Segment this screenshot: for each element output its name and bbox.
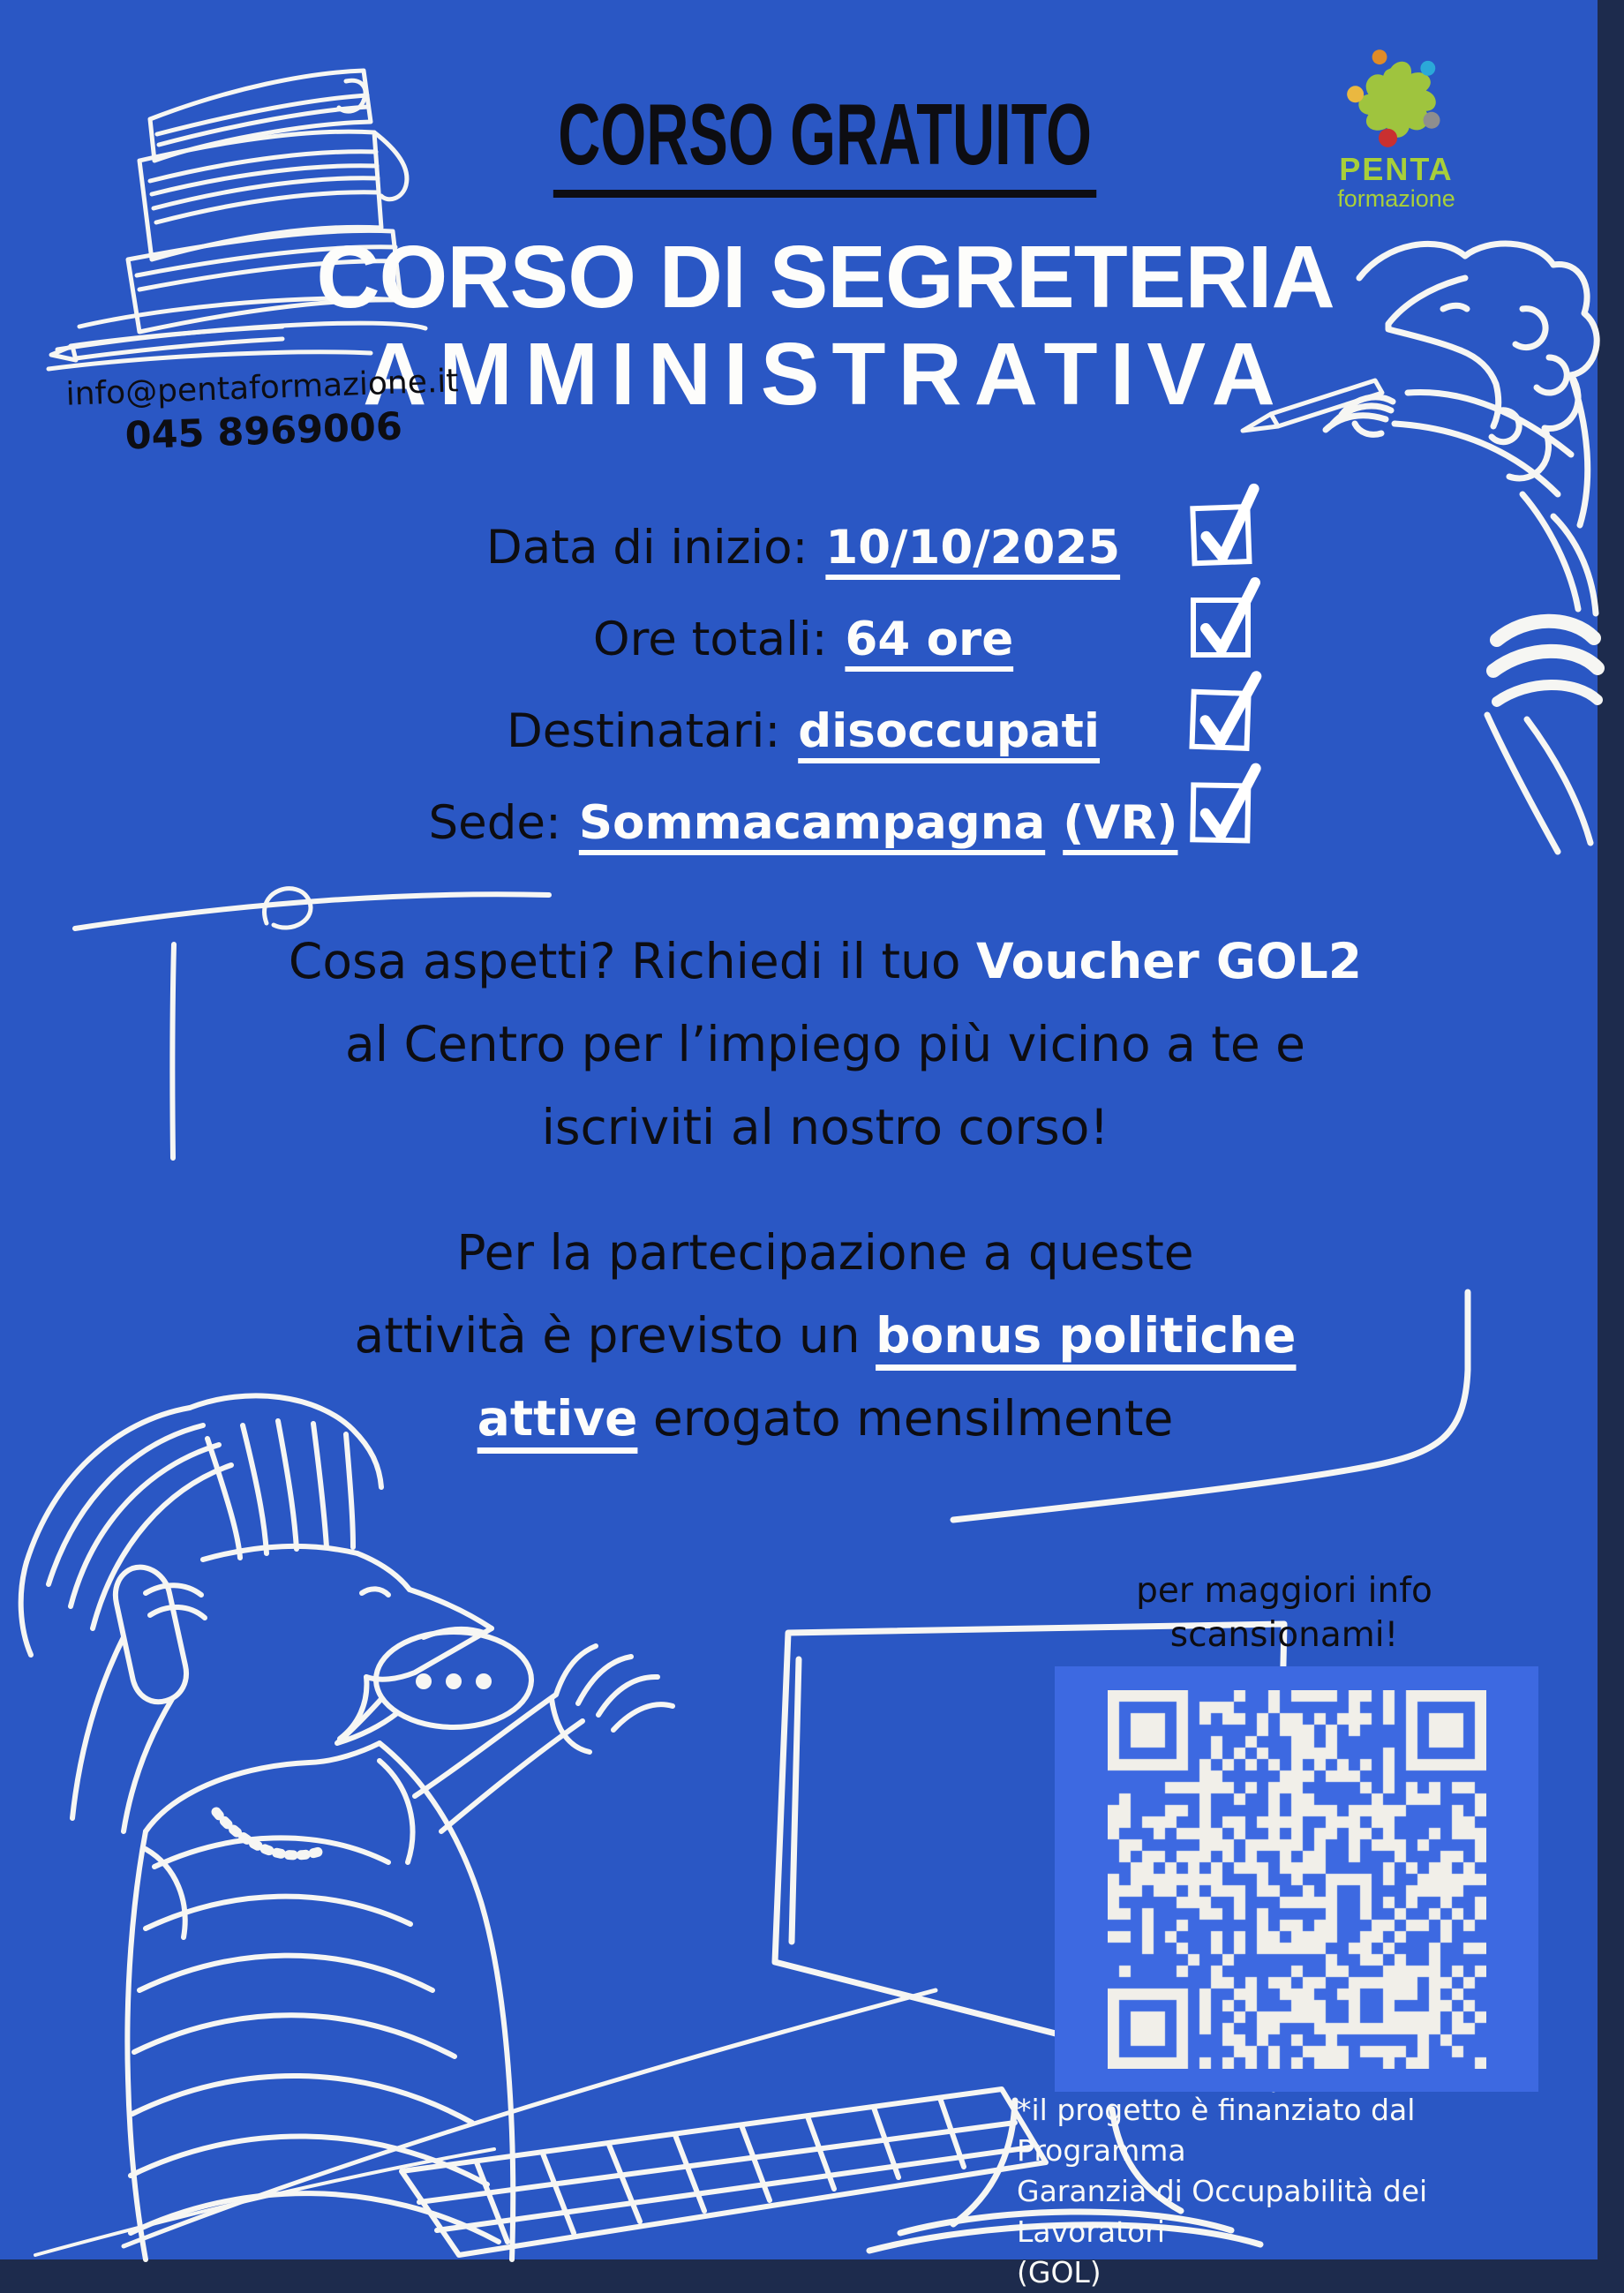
footnote-line3: (GOL) [1017, 2255, 1101, 2289]
bonus-highlight-2: attive [477, 1390, 638, 1447]
logo-dot-gray [1424, 112, 1440, 129]
logo-subtitle-text: formazione [1337, 185, 1455, 212]
bonus-line1: Per la partecipazione a queste [456, 1224, 1194, 1281]
page-title-line1: CORSO DI SEGRETERIA [316, 228, 1335, 327]
checkbox-checked-icon [1187, 758, 1263, 846]
logo-dot-orange [1372, 49, 1387, 64]
footnote [1017, 2090, 1582, 2293]
checkbox-checked-icon [1188, 574, 1262, 660]
checkbox-checked-icon [1186, 480, 1263, 569]
logo-dot-red [1379, 129, 1397, 147]
bonus-line3 [97, 1377, 1553, 1460]
cta-voucher-highlight: Voucher GOL2 [976, 933, 1363, 989]
cta-line1-text: Cosa aspetti? Richiedi il tuo [288, 933, 961, 989]
cta-paragraph [97, 920, 1553, 1169]
cta-line2: al Centro per l’impiego più vicino a te e [345, 1016, 1305, 1072]
footnote-line2: Garanzia di Occupabilità dei Lavoratori [1017, 2174, 1428, 2249]
page-title-line2: AMMINISTRATIVA [363, 325, 1288, 424]
logo-brand-text: PENTA [1339, 151, 1454, 187]
bonus-paragraph [97, 1211, 1553, 1460]
detail-label: Data di inizio: [485, 520, 808, 575]
detail-value: 10/10/2025 [825, 520, 1121, 575]
checkbox-checked-icon [1186, 665, 1263, 755]
contact-block [41, 361, 485, 462]
qr-caption-line2: scansionami! [1169, 1615, 1399, 1655]
detail-row-recipients [274, 685, 1333, 777]
detail-value-suffix: (VR) [1063, 795, 1178, 850]
qr-caption-line1: per maggiori info [1136, 1571, 1432, 1611]
course-details [274, 501, 1333, 868]
detail-value: disoccupati [798, 703, 1101, 758]
detail-row-location [274, 777, 1333, 868]
logo-dot-blue [1420, 61, 1435, 76]
detail-row-start-date [274, 501, 1333, 593]
bonus-line2 [97, 1294, 1553, 1377]
badge-title-text: CORSO GRATUITO [553, 91, 1097, 198]
bonus-highlight-1: bonus politiche [876, 1307, 1297, 1364]
bonus-line3-text: erogato mensilmente [652, 1390, 1174, 1447]
detail-label: Sede: [428, 795, 561, 850]
necklace-icon [216, 1812, 321, 1855]
qr-caption [1046, 1569, 1522, 1658]
detail-value: 64 ore [845, 612, 1014, 666]
qr-code [1108, 1690, 1486, 2069]
checkbox-column [1188, 481, 1262, 846]
contact-phone: 045 8969006 [124, 404, 403, 459]
penta-logo-mark [1344, 46, 1448, 150]
detail-row-total-hours [274, 593, 1333, 685]
cta-line3: iscriviti al nostro corso! [541, 1099, 1109, 1155]
detail-label: Destinatari: [506, 703, 781, 758]
penta-logo [1308, 46, 1485, 212]
qr-panel [1055, 1666, 1538, 2092]
footnote-line1: *il progetto è finanziato dal Programma [1017, 2093, 1416, 2168]
logo-dot-yellow [1347, 86, 1364, 102]
cta-line1 [97, 920, 1553, 1003]
contact-email: info@pentaformazione.it [64, 363, 460, 413]
detail-label: Ore totali: [592, 612, 828, 666]
detail-value: Sommacampagna [578, 795, 1046, 850]
bonus-line2-text: attività è previsto un [354, 1307, 861, 1364]
